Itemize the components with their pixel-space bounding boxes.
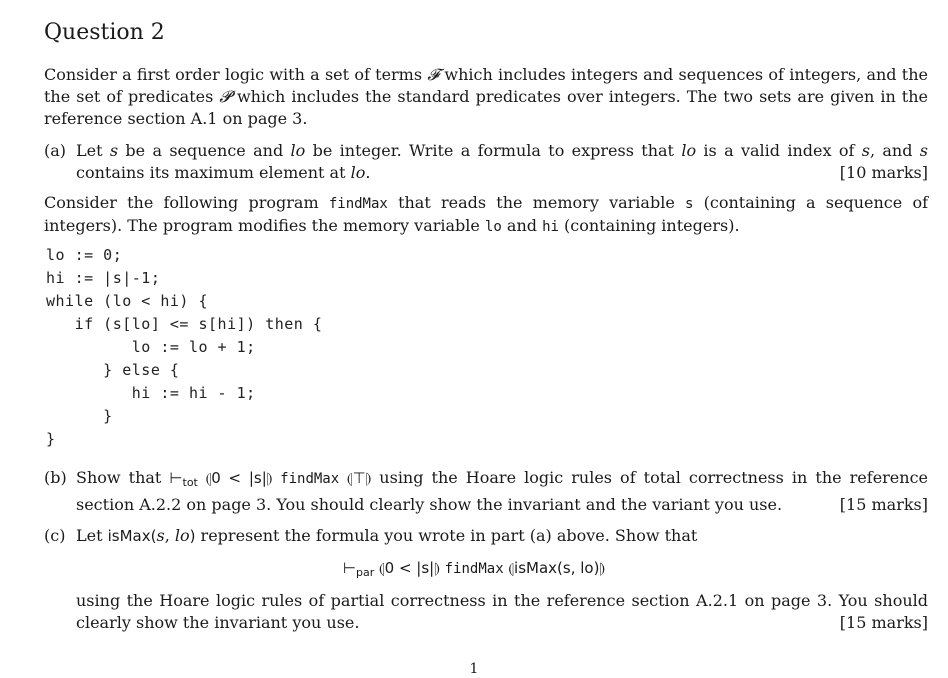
- text: (containing integers).: [558, 216, 740, 235]
- text: be a sequence and: [118, 141, 291, 160]
- math-var: lo: [174, 526, 190, 545]
- page-number: 1: [469, 661, 479, 677]
- part-c-text: [76, 525, 928, 547]
- text: using the Hoare logic rules of total correctness in the reference section A.2.2 on page 3. You should clearly show the invariant and the variant you use.: [76, 468, 929, 514]
- code-listing: lo := 0; hi := |s|-1; while (lo < hi) { if (s[lo] <= s[hi]) then { lo := lo + 1; } else { hi := hi - 1; } }: [46, 246, 323, 448]
- code-var: s: [685, 196, 694, 212]
- math-var: s: [861, 141, 870, 160]
- intro-text: which includes integers and sequences of integers, and the the set of predicates: [44, 65, 928, 106]
- turnstile-symbol: ⊢: [342, 559, 357, 577]
- part-a-marks: [10 marks]: [839, 163, 928, 182]
- math-var: s: [156, 526, 165, 545]
- text: Let: [76, 141, 110, 160]
- predicate-name: isMax(: [107, 527, 157, 545]
- math-var: lo: [290, 141, 306, 160]
- postcondition: ⦇isMax(s, lo)⦈: [503, 559, 606, 577]
- part-b-text: [76, 467, 928, 516]
- display-formula: [0, 558, 948, 579]
- text: that reads the memory variable: [387, 193, 685, 212]
- part-b-label: (b): [44, 468, 67, 487]
- part-c-continuation: [44, 590, 928, 634]
- part-a: [44, 140, 928, 184]
- text: contains its maximum element at: [76, 163, 351, 182]
- text: Let: [76, 526, 108, 545]
- part-b: [44, 467, 928, 516]
- text: Show that: [76, 468, 170, 487]
- part-a-label: (a): [44, 141, 67, 160]
- code-var: lo: [484, 219, 502, 235]
- program-intro-paragraph: [44, 192, 928, 238]
- text: using the Hoare logic rules of partial correctness in the reference section A.2.1 on page 3. You should clearly show the invariant you use.: [76, 591, 928, 632]
- text: be integer. Write a formula to express that: [305, 141, 682, 160]
- part-c-marks: [15 marks]: [839, 613, 928, 632]
- math-var: lo: [350, 163, 366, 182]
- text: is a valid index of: [696, 141, 862, 160]
- subscript: tot: [182, 476, 198, 489]
- precondition: ⦇0 < |s|⦈: [374, 559, 445, 577]
- text: (containing a sequence of integers). The program modifies the memory variable: [44, 193, 929, 235]
- part-c: [44, 525, 928, 547]
- text: represent the formula you wrote in part (a) above. Show that: [195, 526, 698, 545]
- question-heading: Question 2: [44, 20, 165, 45]
- intro-paragraph: [44, 64, 928, 130]
- part-a-text: [76, 140, 928, 184]
- program-name: findMax: [280, 471, 340, 487]
- predicates-symbol: 𝓟: [219, 87, 231, 106]
- program-name: findMax: [444, 561, 504, 577]
- precondition: ⦇0 < |s|⦈: [197, 469, 281, 487]
- text: ): [189, 527, 196, 545]
- code-var: hi: [542, 219, 559, 235]
- math-var: s: [919, 141, 929, 160]
- part-c-text-2: [76, 590, 928, 634]
- intro-text: Consider a first order logic with a set of terms: [44, 65, 428, 84]
- subscript: par: [356, 566, 375, 579]
- text: .: [365, 163, 371, 182]
- turnstile-symbol: ⊢: [169, 469, 183, 487]
- math-var: s: [109, 141, 119, 160]
- terms-symbol: 𝓕: [427, 65, 440, 84]
- part-b-marks: [15 marks]: [839, 495, 928, 514]
- text: Consider the following program: [44, 193, 329, 212]
- text: ,: [164, 526, 175, 545]
- program-name: findMax: [328, 196, 388, 212]
- math-var: lo: [681, 141, 697, 160]
- text: and: [501, 216, 543, 235]
- part-c-label: (c): [44, 526, 66, 545]
- intro-text: which includes the standard predicates over integers. The two sets are given in the reference section A.1 on page 3.: [44, 87, 928, 128]
- postcondition: ⦇⊤⦈: [339, 469, 372, 487]
- text: , and: [869, 141, 920, 160]
